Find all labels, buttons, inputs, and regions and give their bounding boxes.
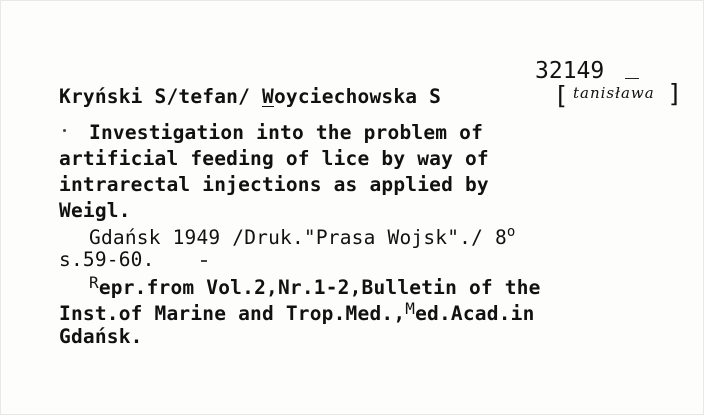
author-heading — [59, 87, 441, 107]
note-line-2 — [59, 301, 535, 324]
stray-tick — [201, 260, 207, 262]
imprint-text: Gdańsk 1949 /Druk."Prasa Wojsk"./ 8 — [89, 226, 507, 249]
author-secondary: oyciechowska S — [273, 85, 442, 108]
note-line-2-start: Inst.of Marine and Trop.Med., — [59, 302, 406, 325]
handwritten-first-name: tanisława — [573, 84, 655, 102]
format-superscript: o — [506, 224, 516, 240]
call-number: 32149 — [535, 58, 605, 84]
imprint-line — [89, 225, 516, 248]
pages-line: s.59-60. — [59, 248, 155, 271]
bracket-open: [ — [557, 81, 567, 110]
title-line-1: Investigation into the problem of — [89, 121, 484, 144]
call-number-dash — [625, 78, 639, 79]
title-line-3: intrarectal injections as applied by — [59, 173, 489, 196]
note-line-1 — [89, 275, 541, 298]
note-line-2-rest: ed.Acad.in — [415, 302, 535, 325]
title-line-4: Weigl. — [59, 199, 131, 222]
title-line-2: artificial feeding of lice by way of — [59, 147, 489, 170]
author-secondary-initial: W — [262, 85, 274, 108]
note-line-1-text: epr.from Vol.2,Nr.1-2,Bulletin of the — [98, 276, 541, 299]
note-capital-m: M — [405, 299, 416, 318]
author-primary: Kryński S/tefan/ — [59, 85, 251, 108]
bracket-close: ] — [669, 79, 679, 108]
note-capital-r: R — [89, 273, 99, 292]
note-line-3: Gdańsk. — [59, 325, 143, 348]
stray-mark — [63, 129, 66, 132]
